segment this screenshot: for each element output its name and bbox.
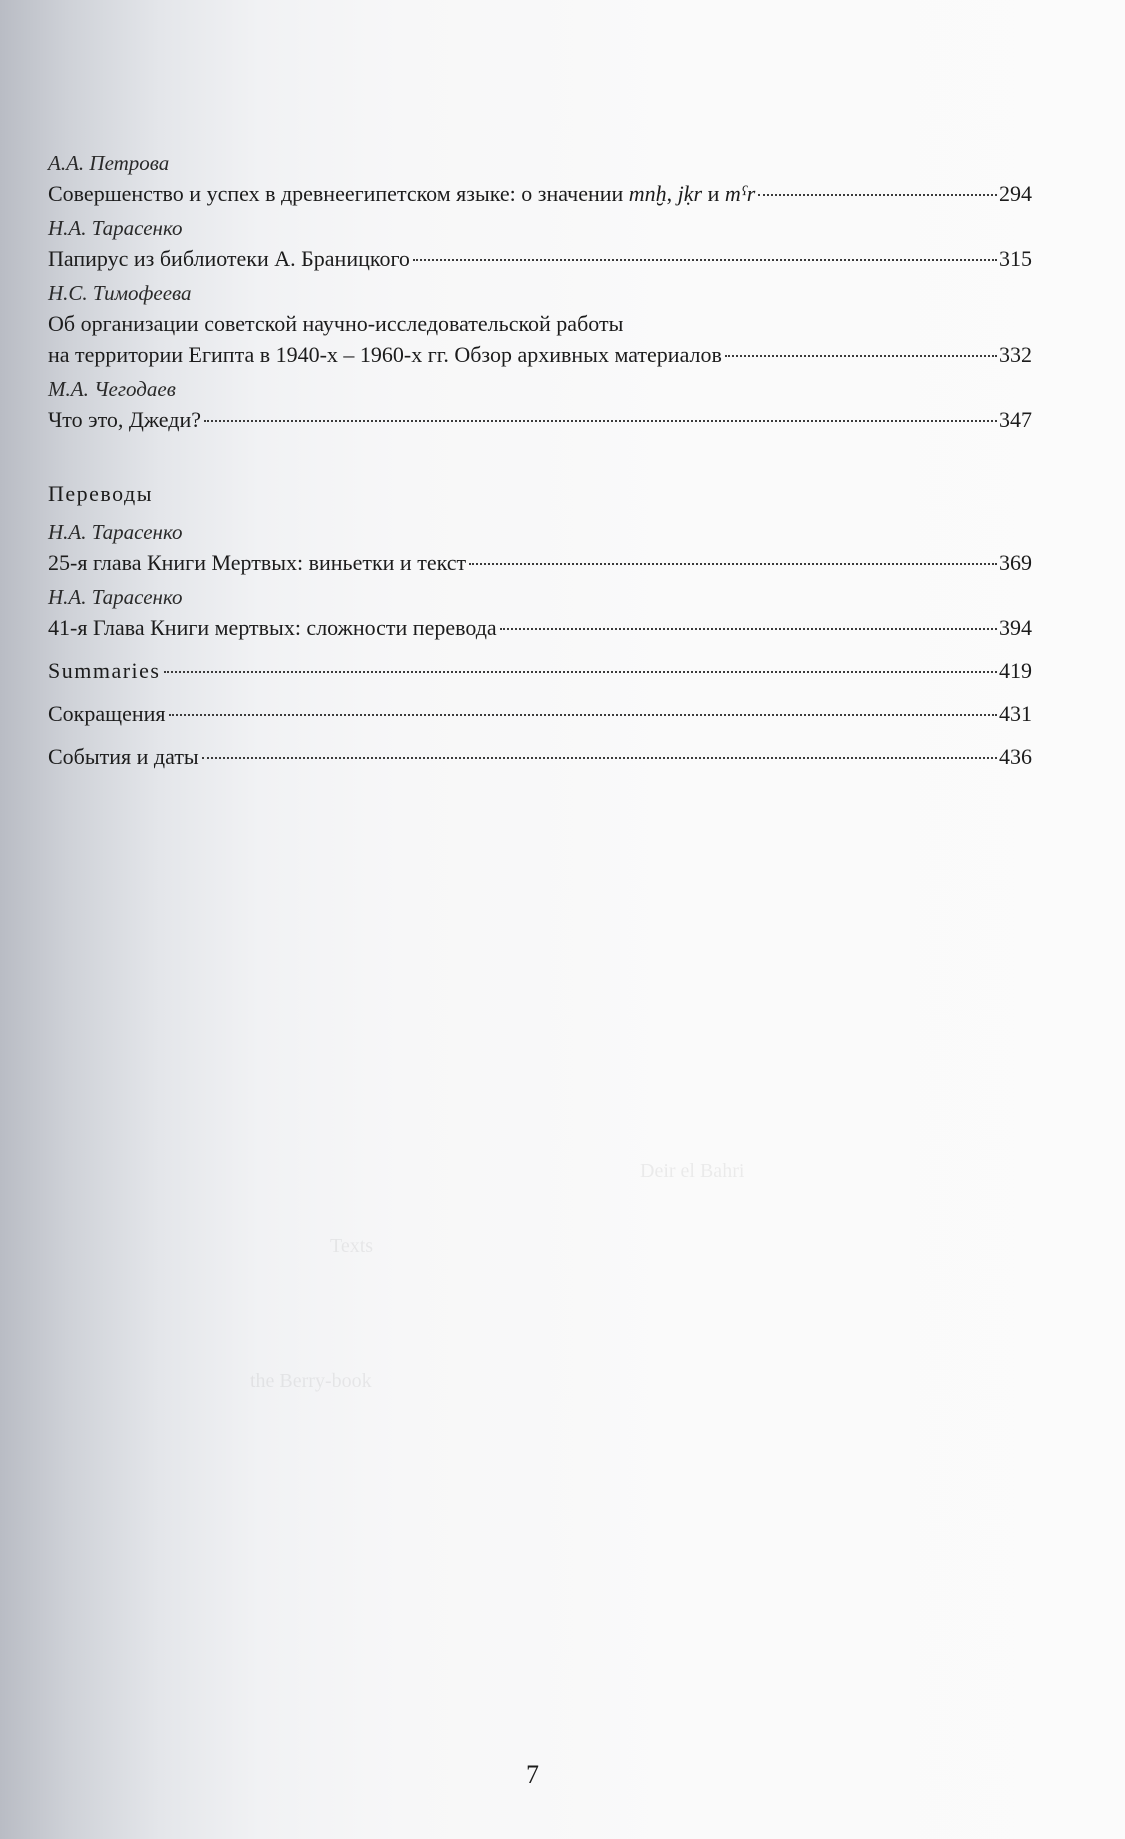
toc-entry-title: 41-я Глава Книги мертвых: сложности перевода xyxy=(48,615,497,640)
toc-page-number: 332 xyxy=(999,342,1032,367)
toc-entry[interactable] xyxy=(48,178,1032,209)
toc-author: А.А. Петрова xyxy=(48,151,170,175)
toc-page-number: 419 xyxy=(999,658,1032,683)
toc-entry-title: Что это, Джеди? xyxy=(48,407,202,432)
toc-page-number: 431 xyxy=(999,701,1032,726)
toc-page-number: 436 xyxy=(999,744,1032,769)
toc-entry-title: Сокращения xyxy=(48,701,166,726)
toc-entry-title: 25-я глава Книги Мертвых: виньетки и текст xyxy=(48,550,467,575)
toc-entry-title: Папирус из библиотеки А. Браницкого xyxy=(48,246,410,271)
show-through-text: the Berry-book xyxy=(250,1370,372,1392)
toc-block xyxy=(48,278,1032,370)
toc-entry-title: События и даты xyxy=(48,744,199,769)
show-through-text: Deir el Bahri xyxy=(640,1160,745,1182)
toc-entry-title: на территории Египта в 1940-х – 1960-х гг. Обзор архивных материалов xyxy=(48,342,722,367)
toc-entry-title: Совершенство и успех в древнеегипетском языке: о значении mnḫ, jḳr и mˁr xyxy=(48,181,756,206)
toc-entry-title: Summaries xyxy=(48,658,161,683)
section-heading: Переводы xyxy=(48,481,153,506)
toc-page-number: 294 xyxy=(999,181,1032,206)
toc-page-number: 369 xyxy=(999,550,1032,575)
dot-leader xyxy=(202,757,997,759)
dot-leader xyxy=(500,628,997,630)
toc-author: М.А. Чегодаев xyxy=(48,377,176,401)
dot-leader xyxy=(758,194,997,196)
dot-leader xyxy=(469,563,997,565)
toc-author: Н.А. Тарасенко xyxy=(48,520,183,544)
toc-author: Н.А. Тарасенко xyxy=(48,585,183,609)
toc-entry[interactable] xyxy=(48,612,1032,643)
dot-leader xyxy=(725,355,997,357)
toc-block xyxy=(48,213,1032,274)
toc-block xyxy=(48,517,1032,578)
toc-entry-summaries[interactable] xyxy=(48,655,1032,686)
toc-entry[interactable] xyxy=(48,547,1032,578)
dot-leader xyxy=(204,420,997,422)
toc-page-number: 347 xyxy=(999,407,1032,432)
toc-page-number: 394 xyxy=(999,615,1032,640)
dot-leader xyxy=(164,671,998,673)
toc-author: Н.А. Тарасенко xyxy=(48,216,183,240)
toc-entry-title-line: Об организации советской научно-исследовательской работы xyxy=(48,311,624,336)
page-number: 7 xyxy=(526,1760,539,1789)
toc-block xyxy=(48,582,1032,643)
table-of-contents xyxy=(48,148,1032,772)
dot-leader xyxy=(169,714,998,716)
toc-block xyxy=(48,148,1032,209)
toc-entry-abbreviations[interactable] xyxy=(48,698,1032,729)
toc-page-number: 315 xyxy=(999,246,1032,271)
toc-block xyxy=(48,374,1032,435)
toc-entry[interactable] xyxy=(48,404,1032,435)
toc-author: Н.С. Тимофеева xyxy=(48,281,192,305)
toc-entry[interactable] xyxy=(48,339,1032,370)
show-through-text: Texts xyxy=(330,1235,374,1257)
toc-entry-events[interactable] xyxy=(48,741,1032,772)
dot-leader xyxy=(413,259,997,261)
toc-entry[interactable] xyxy=(48,243,1032,274)
